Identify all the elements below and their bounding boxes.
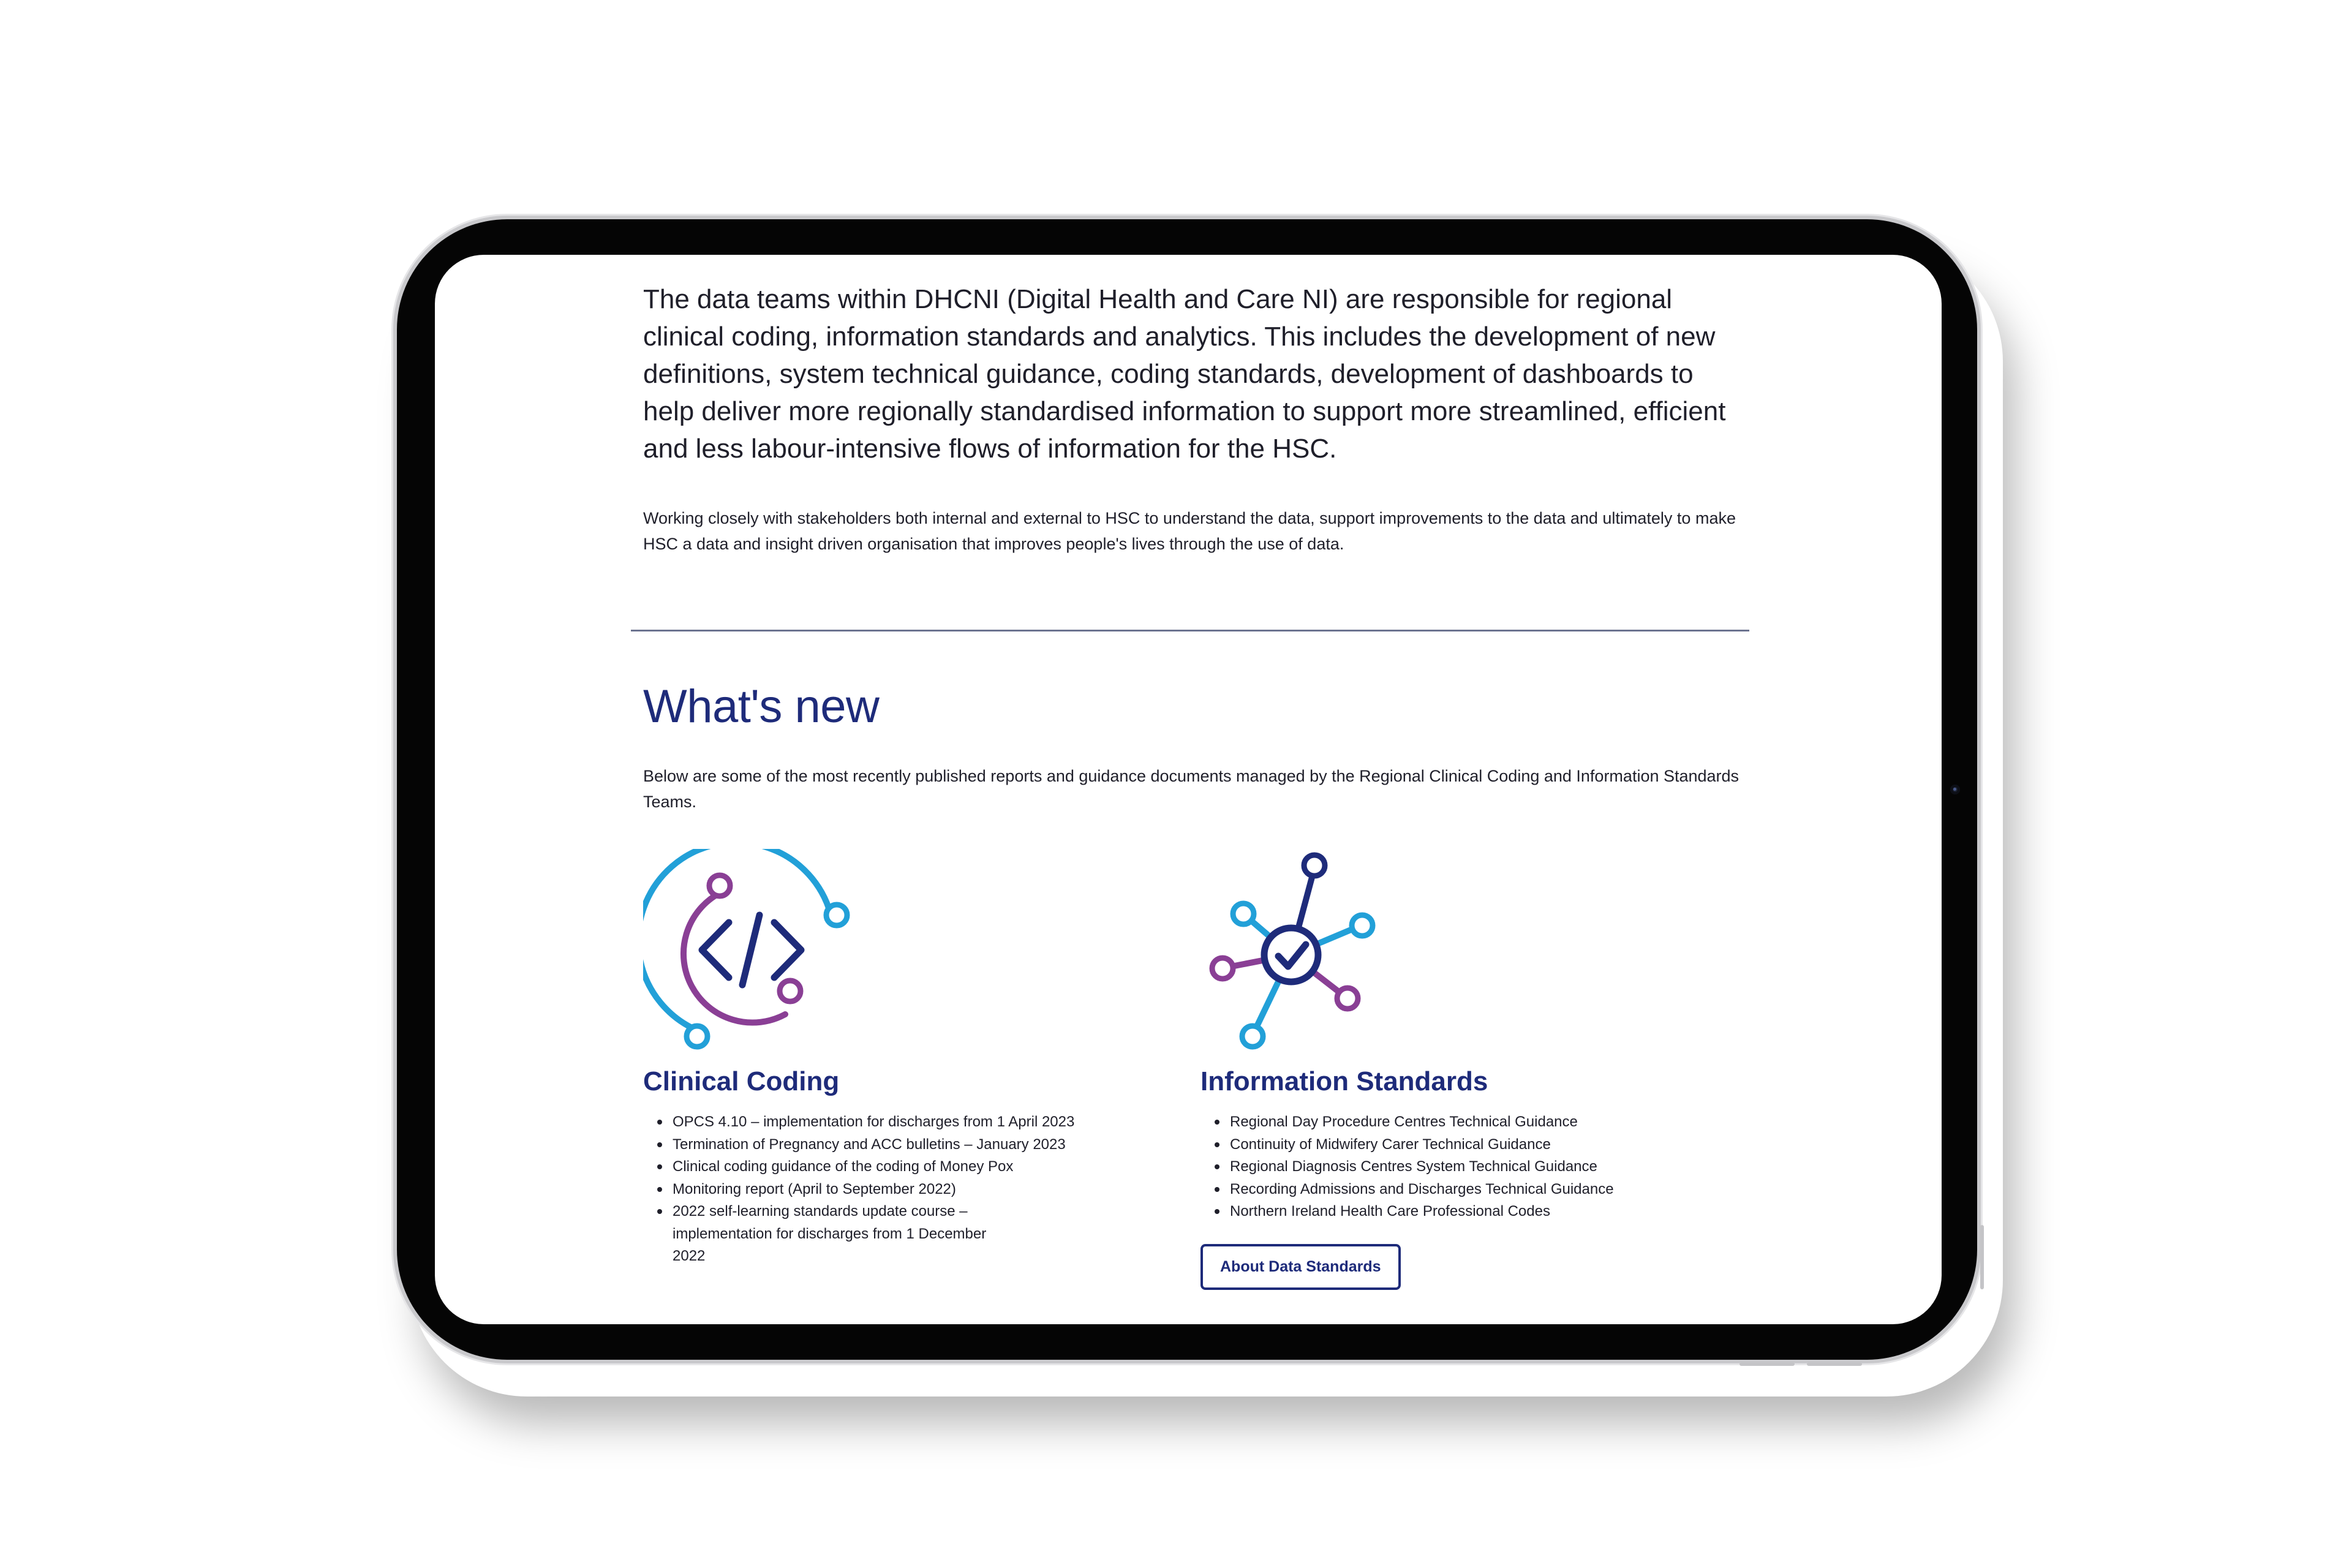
list-item[interactable]: Northern Ireland Health Care Professional Codes bbox=[1230, 1200, 1727, 1223]
section-divider bbox=[631, 630, 1749, 631]
intro-paragraph: The data teams within DHCNI (Digital Health and Care NI) are responsible for regional clinical coding, information standards and analytics. This includes the development of new definitions, system technical guidance, coding standards, development of dashboards to help deliver more regionally standardised information to support more streamlined, efficient and less labour-intensive flows of information for the HSC. bbox=[643, 284, 1726, 464]
code-brackets-icon bbox=[643, 849, 864, 1057]
about-data-standards-button[interactable]: About Data Standards bbox=[1200, 1244, 1401, 1291]
list-item[interactable]: Recording Admissions and Discharges Technical Guidance bbox=[1230, 1178, 1727, 1201]
list-item[interactable]: Continuity of Midwifery Carer Technical Guidance bbox=[1230, 1134, 1727, 1156]
network-check-icon bbox=[1200, 849, 1421, 1057]
tablet-side-button bbox=[1980, 1225, 1984, 1289]
list-item[interactable]: Clinical coding guidance of the coding of Money Pox bbox=[673, 1156, 1170, 1178]
intro-section bbox=[643, 281, 1746, 557]
intro-secondary-paragraph: Working closely with stakeholders both internal and external to HSC to understand the data, support improvements to the data and ultimately to make HSC a data and insight driven organisation that improves people's lives through the use of data. bbox=[643, 509, 1736, 553]
information-standards-column bbox=[1200, 849, 1727, 1290]
clinical-coding-heading: Clinical Coding bbox=[643, 1066, 840, 1096]
information-standards-list bbox=[1200, 1111, 1727, 1223]
information-standards-heading: Information Standards bbox=[1200, 1066, 1488, 1096]
clinical-coding-column bbox=[643, 849, 1170, 1268]
tablet-volume-up-button bbox=[1740, 1362, 1795, 1366]
list-item[interactable]: Regional Day Procedure Centres Technical Guidance bbox=[1230, 1111, 1727, 1134]
tablet-volume-down-button bbox=[1807, 1362, 1862, 1366]
list-item[interactable]: OPCS 4.10 – implementation for discharges from 1 April 2023 bbox=[673, 1111, 1170, 1134]
tablet-camera bbox=[1950, 785, 1960, 794]
tablet-screen bbox=[435, 255, 1942, 1324]
whats-new-heading: What's new bbox=[643, 680, 880, 733]
list-item[interactable]: Regional Diagnosis Centres System Technical Guidance bbox=[1230, 1156, 1727, 1178]
whats-new-description: Below are some of the most recently published reports and guidance documents managed by the Regional Clinical Coding and Information Standards Teams. bbox=[643, 767, 1740, 811]
list-item[interactable]: Termination of Pregnancy and ACC bulletins – January 2023 bbox=[673, 1134, 1170, 1156]
clinical-coding-list bbox=[643, 1111, 1170, 1268]
list-item[interactable]: 2022 self-learning standards update course – implementation for discharges from 1 December 2022 bbox=[673, 1200, 1016, 1268]
list-item[interactable]: Monitoring report (April to September 2022) bbox=[673, 1178, 1170, 1201]
